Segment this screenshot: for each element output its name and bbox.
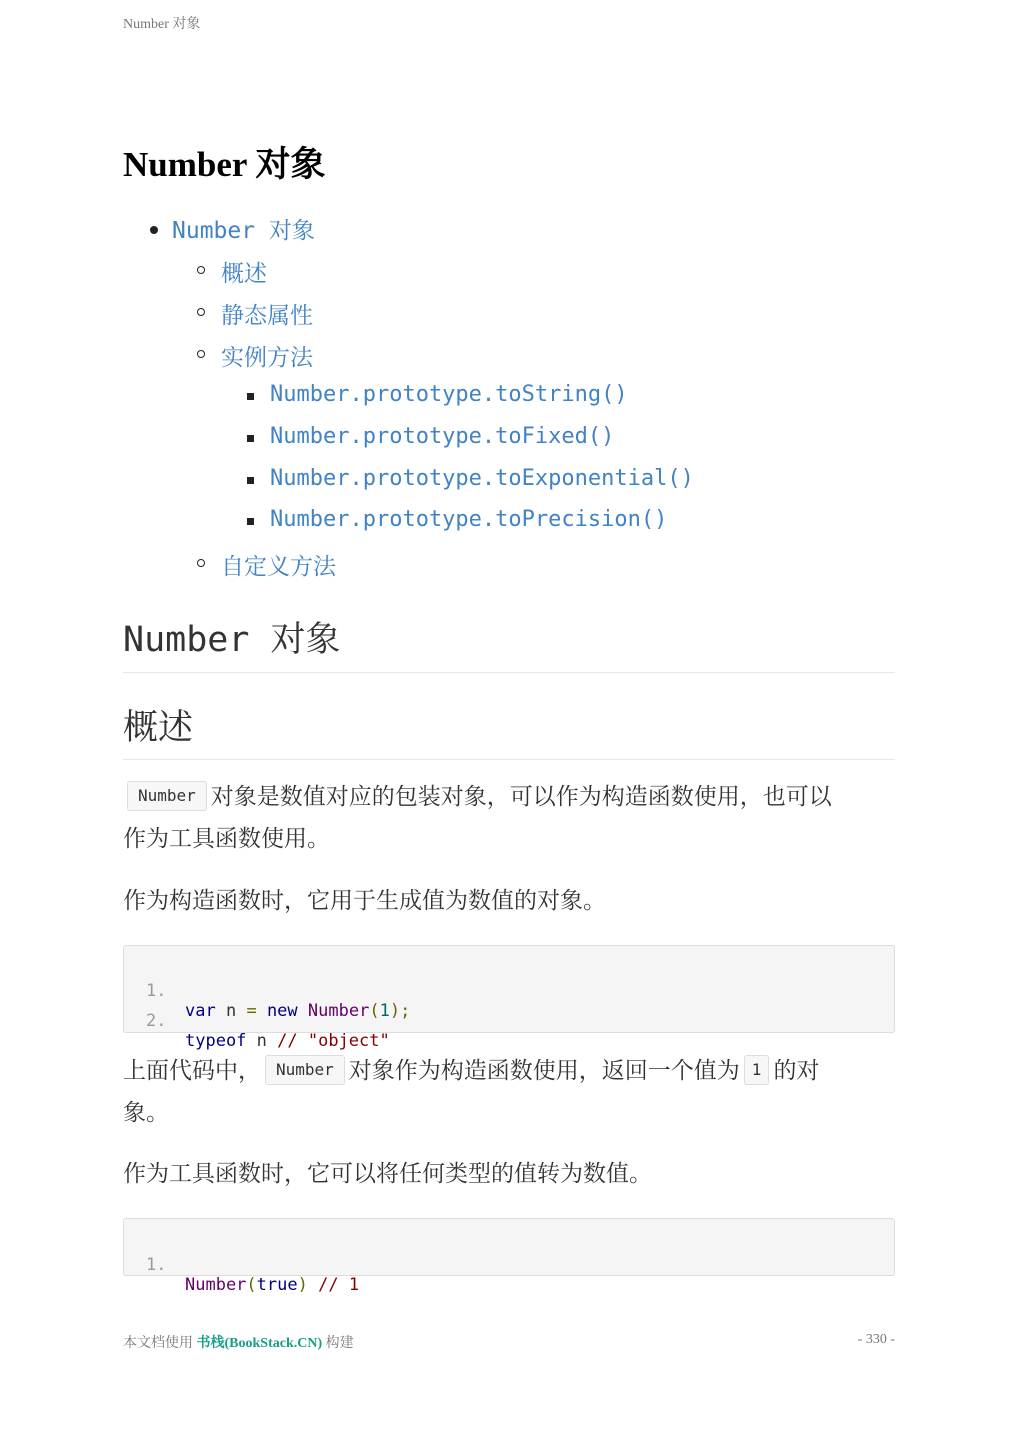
toc-link-number-object[interactable]: Number 对象 bbox=[172, 218, 315, 244]
line-number: 1. bbox=[146, 1255, 167, 1275]
square-bullet-icon bbox=[247, 477, 254, 484]
page-number: - 330 - bbox=[857, 1332, 895, 1347]
toc-link-overview[interactable]: 概述 bbox=[221, 261, 267, 287]
line-number: 1. bbox=[146, 981, 167, 1001]
page-footer bbox=[123, 1332, 895, 1352]
paragraph-intro bbox=[123, 776, 895, 860]
square-bullet-icon bbox=[247, 393, 254, 400]
code-block bbox=[123, 1218, 895, 1295]
code-line: 1. var n = new Number(1); bbox=[146, 981, 411, 1021]
paragraph-text: 对象作为构造函数使用，返回一个值为 bbox=[348, 1058, 740, 1084]
circle-bullet-icon bbox=[197, 308, 205, 316]
page-title: Number 对象 bbox=[123, 145, 326, 184]
toc-link-toprecision[interactable]: Number.prototype.toPrecision() bbox=[270, 507, 668, 532]
section-heading-overview: 概述 bbox=[123, 700, 895, 760]
section-heading-number-object: Number 对象 bbox=[123, 612, 895, 673]
footer-text: 构建 bbox=[322, 1336, 354, 1351]
code-line: 2. typeof n // "object" bbox=[146, 1011, 390, 1051]
footer-brand-link[interactable]: 书栈(BookStack.CN) bbox=[196, 1336, 323, 1351]
square-bullet-icon bbox=[247, 518, 254, 525]
running-header: Number 对象 bbox=[123, 17, 201, 32]
circle-bullet-icon bbox=[197, 266, 205, 274]
toc-link-tofixed[interactable]: Number.prototype.toFixed() bbox=[270, 424, 615, 449]
toc-link-tostring[interactable]: Number.prototype.toString() bbox=[270, 382, 628, 407]
paragraph-explanation bbox=[123, 1050, 895, 1134]
circle-bullet-icon bbox=[197, 559, 205, 567]
paragraph-text: 对象是数值对应的包装对象，可以作为构造函数使用，也可以 bbox=[210, 784, 832, 810]
code-line: 1. Number(true) // 1 bbox=[146, 1255, 360, 1295]
line-number: 2. bbox=[146, 1011, 167, 1031]
inline-code: Number bbox=[127, 781, 207, 811]
paragraph-text: 作为工具函数使用。 bbox=[123, 826, 330, 852]
inline-code: Number bbox=[265, 1055, 345, 1085]
toc-link-instance-methods[interactable]: 实例方法 bbox=[221, 345, 313, 371]
code-block bbox=[123, 945, 895, 1051]
paragraph-text: 上面代码中， bbox=[123, 1058, 261, 1084]
toc-link-custom-methods[interactable]: 自定义方法 bbox=[221, 554, 336, 580]
paragraph-utility: 作为工具函数时，它可以将任何类型的值转为数值。 bbox=[123, 1161, 652, 1187]
toc-link-static-properties[interactable]: 静态属性 bbox=[221, 303, 313, 329]
toc-link-toexponential[interactable]: Number.prototype.toExponential() bbox=[270, 466, 694, 491]
square-bullet-icon bbox=[247, 435, 254, 442]
inline-code: 1 bbox=[744, 1055, 770, 1085]
paragraph-text: 的对 bbox=[773, 1058, 820, 1084]
paragraph-text: 象。 bbox=[123, 1100, 169, 1126]
footer-text: 本文档使用 bbox=[123, 1336, 197, 1351]
disc-bullet-icon bbox=[150, 226, 158, 234]
paragraph-constructor: 作为构造函数时，它用于生成值为数值的对象。 bbox=[123, 888, 606, 914]
circle-bullet-icon bbox=[197, 350, 205, 358]
